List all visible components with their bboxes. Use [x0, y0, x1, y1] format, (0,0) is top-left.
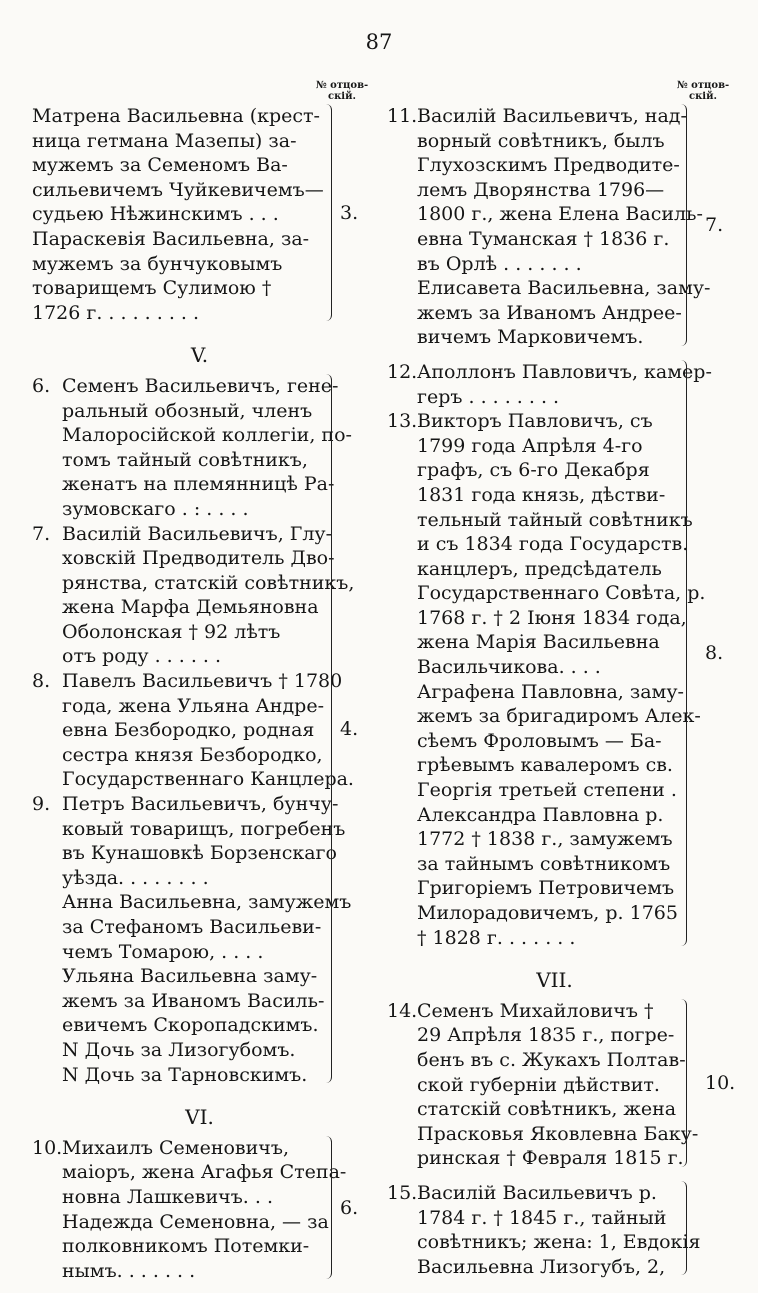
text-line: ринская † Февраля 1815 г. — [417, 1147, 684, 1170]
genealogy-entry — [387, 1181, 722, 1279]
text-line: сильевичемъ Чуйкевичемъ— — [32, 178, 324, 201]
family-group — [32, 374, 367, 1087]
text-line: новна Лашкевичъ. . . — [62, 1185, 274, 1208]
parent-reference-number: 7. — [705, 213, 724, 236]
text-line: жена Марфа Демьяновна — [62, 596, 319, 619]
text-line: Надежда Семеновна, — за — [62, 1210, 329, 1233]
text-line: Малоросійской коллегіи, по- — [62, 424, 352, 447]
generation-heading: VII. — [536, 968, 573, 993]
text-line: геръ . . . . . . . . — [417, 385, 560, 408]
family-group — [387, 360, 722, 950]
family-group — [32, 104, 367, 325]
text-line: графъ, съ 6-го Декабря — [417, 459, 650, 482]
genealogy-entry — [32, 669, 367, 792]
text-line: Милорадовичемъ, р. 1765 — [417, 902, 678, 924]
genealogy-entry — [387, 360, 722, 409]
text-line: Василій Васильевичъ, над- — [417, 105, 687, 127]
text-line: ральный обозный, членъ — [62, 399, 313, 422]
group-brace — [680, 1181, 687, 1275]
family-group — [387, 999, 736, 1171]
entry-number: 10. — [32, 1136, 63, 1159]
genealogy-entry — [32, 1136, 367, 1284]
text-line: жемъ за Иваномъ Андрее- — [417, 301, 682, 324]
text-line: нымъ. . . . . . . — [62, 1259, 196, 1282]
genealogy-entry — [387, 104, 722, 350]
text-line: бенъ въ с. Жукахъ Полтав- — [417, 1048, 686, 1071]
text-line: Павелъ Васильевичъ † 1780 — [62, 670, 343, 693]
text-line: ница гетмана Мазепы) за- — [32, 129, 297, 152]
text-line: за Стефаномъ Васильеви- — [62, 916, 322, 938]
text-line: Василій Васильевичъ р. — [417, 1181, 657, 1204]
group-brace — [325, 104, 332, 321]
entry-number: 9. — [32, 793, 51, 816]
entry-number: 14. — [387, 999, 418, 1022]
parent-reference-number: 6. — [340, 1196, 359, 1219]
text-line: 1726 г. . . . . . . . . — [32, 301, 200, 324]
group-brace — [325, 374, 332, 1083]
genealogy-entry — [32, 522, 367, 670]
text-line: Васильевна Лизогубъ, 2, — [417, 1255, 666, 1278]
text-line: сѣемъ Фроловымъ — Ба- — [417, 729, 662, 752]
text-line: сестра князя Безбородко, — [62, 743, 323, 766]
group-brace — [680, 104, 687, 346]
text-line: вичемъ Марковичемъ. — [417, 326, 644, 349]
text-line: мужемъ за Семеномъ Ва- — [32, 154, 288, 177]
text-line: Семенъ Михайловичъ † — [417, 999, 654, 1022]
text-line: совѣтникъ; жена: 1, Евдокія — [417, 1231, 701, 1254]
text-line: Григоріемъ Петровичемъ — [417, 877, 675, 900]
text-line: жемъ за бригадиромъ Алек- — [417, 705, 701, 728]
text-line: тельный тайный совѣтникъ — [417, 508, 693, 531]
column-header-right: № отцов-скій. — [676, 80, 730, 102]
entry-number: 11. — [387, 105, 418, 127]
text-line: Анна Васильевна, замужемъ — [62, 891, 352, 914]
text-line: за тайнымъ совѣтникомъ — [417, 852, 671, 875]
text-line: товарищемъ Сулимою † — [32, 277, 272, 300]
text-line: судьею Нѣжинскимъ . . . — [32, 203, 279, 226]
text-line: Георгія третьей степени . — [417, 779, 677, 802]
text-line: † 1828 г. . . . . . . — [417, 926, 576, 949]
group-brace — [325, 1136, 332, 1280]
text-line: Глухозскимъ Предводите- — [417, 154, 680, 177]
text-line: ворный совѣтникъ, былъ — [417, 129, 665, 152]
text-line: жемъ за Иваномъ Василь- — [62, 989, 325, 1012]
text-line: статскій совѣтникъ, жена — [417, 1098, 677, 1121]
text-line: жена Марія Васильевна — [417, 631, 660, 654]
text-line: 1800 г., жена Елена Василь- — [417, 203, 703, 226]
text-line: ховскій Предводитель Дво- — [62, 547, 335, 570]
text-line: Матрена Васильевна (крест- — [32, 105, 320, 127]
text-line: въ Кунашовкѣ Борзенскаго — [62, 842, 337, 865]
text-line: 1831 года князь, дѣстви- — [417, 483, 666, 506]
text-line: отъ роду . . . . . . — [62, 645, 222, 668]
text-line: чемъ Томарою, . . . . — [62, 940, 264, 963]
text-line: женатъ на племянницѣ Ра- — [62, 473, 335, 496]
group-brace — [680, 360, 687, 946]
text-line: 1784 г. † 1845 г., тайный — [417, 1206, 667, 1229]
page-number: 87 — [365, 30, 393, 54]
text-line: маіоръ, жена Агафья Степа- — [62, 1161, 347, 1184]
entry-number: 15. — [387, 1181, 418, 1204]
group-brace — [680, 999, 687, 1167]
text-line: Семенъ Васильевичъ, гене- — [62, 374, 339, 397]
text-line: и съ 1834 года Государств. — [417, 533, 689, 556]
text-line: 1799 года Апрѣля 4-го — [417, 434, 643, 457]
text-line: евичемъ Скоропадскимъ. — [62, 1014, 319, 1037]
text-line: Петръ Васильевичъ, бунчу- — [62, 793, 339, 816]
parent-reference-number: 10. — [705, 1071, 736, 1094]
parent-reference-number: 4. — [340, 717, 359, 740]
entry-number: 8. — [32, 670, 51, 693]
generation-heading: V. — [190, 343, 209, 368]
text-line: томъ тайный совѣтникъ, — [62, 448, 308, 471]
text-line: N Дочь за Лизогубомъ. — [62, 1038, 296, 1061]
text-line: мужемъ за бунчуковымъ — [32, 252, 283, 275]
text-line: въ Орлѣ . . . . . . . — [417, 252, 582, 275]
text-line: Михаилъ Семеновичъ, — [62, 1136, 289, 1159]
text-line: Параскевія Васильевна, за- — [32, 227, 310, 250]
text-line: 1768 г. † 2 Іюня 1834 года, — [417, 606, 687, 629]
text-line: уѣзда. . . . . . . . — [62, 866, 209, 889]
entry-number: 7. — [32, 522, 51, 545]
text-line: Елисавета Васильевна, заму- — [417, 277, 711, 300]
text-line: года, жена Ульяна Андре- — [62, 694, 324, 717]
text-line: Александра Павловна р. — [417, 803, 664, 826]
text-line: зумовскаго . : . . . . — [62, 497, 249, 520]
parent-reference-number: 8. — [705, 642, 724, 665]
text-line: Государственнаго Канцлера. — [62, 768, 354, 791]
text-line: Аграфена Павловна, заму- — [417, 680, 684, 703]
genealogy-entry — [32, 792, 367, 1087]
genealogy-entry — [32, 374, 367, 522]
text-line: Ульяна Васильевна заму- — [62, 965, 318, 988]
text-line: Васильчикова. . . . — [417, 656, 601, 679]
text-line: Аполлонъ Павловичъ, камер- — [417, 360, 712, 383]
text-line: Прасковья Яковлевна Баку- — [417, 1122, 699, 1145]
text-line: Викторъ Павловичъ, съ — [417, 410, 653, 433]
text-line: 1772 † 1838 г., замужемъ — [417, 828, 673, 851]
text-line: лемъ Дворянства 1796— — [417, 178, 665, 201]
genealogy-entry — [32, 104, 367, 325]
family-group — [387, 104, 722, 350]
text-line: 29 Апрѣля 1835 г., погре- — [417, 1024, 675, 1047]
entry-number: 6. — [32, 374, 51, 397]
text-line: Государственнаго Совѣта, р. — [417, 582, 706, 605]
entry-number: 12. — [387, 360, 418, 383]
family-group — [387, 1181, 722, 1279]
text-line: ковый товарищъ, погребенъ — [62, 817, 346, 840]
text-line: полковникомъ Потемки- — [62, 1235, 310, 1258]
text-line: евна Безбородко, родная — [62, 719, 315, 742]
genealogy-entry — [387, 999, 722, 1171]
parent-reference-number: 3. — [340, 201, 359, 224]
text-line: канцлеръ, предсѣдатель — [417, 557, 662, 580]
text-line: Василій Васильевичъ, Глу- — [62, 522, 333, 545]
text-line: N Дочь за Тарновскимъ. — [62, 1063, 308, 1086]
column-header-left: № отцов-скій. — [315, 80, 369, 102]
text-line: Оболонская † 92 лѣтъ — [62, 620, 281, 643]
generation-heading: VI. — [185, 1105, 214, 1130]
text-line: грѣевымъ кавалеромъ св. — [417, 754, 673, 777]
text-line: евна Туманская † 1836 г. — [417, 227, 670, 250]
text-line: ской губерніи дѣйствит. — [417, 1073, 660, 1096]
family-group — [32, 1136, 367, 1284]
text-line: рянства, статскій совѣтникъ, — [62, 571, 355, 594]
entry-number: 13. — [387, 410, 418, 433]
genealogy-entry — [387, 409, 722, 950]
